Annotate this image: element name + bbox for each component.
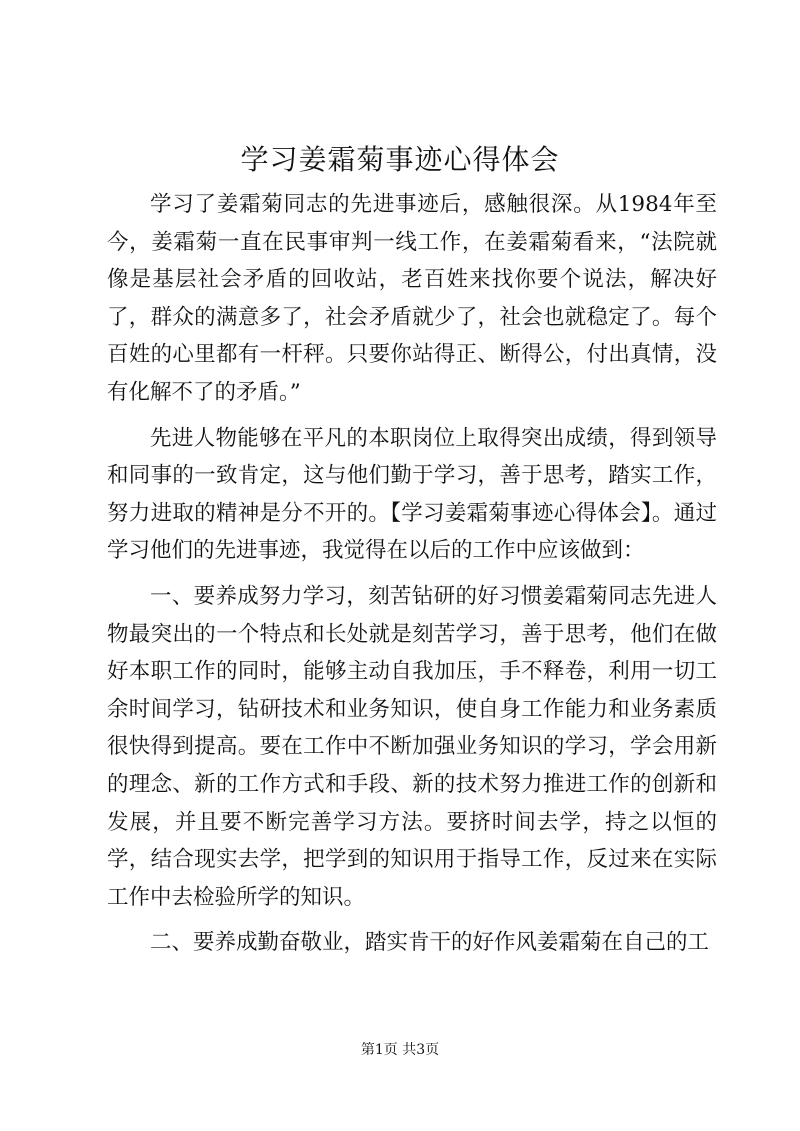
page-footer: 第1页 共3页 [360, 1042, 440, 1058]
document-body [107, 186, 717, 970]
paragraph-1: 学习了姜霜菊同志的先进事迹后，感触很深。从1984年至今，姜霜菊一直在民事审判一线工作，在姜霜菊看来，“法院就像是基层社会矛盾的回收站，老百姓来找你要个说法，解决好了，群众的满意多了，社会矛盾就少了，社会也就稳定了。每个百姓的心里都有一杆秤。只要你站得正、断得公，付出真情，没有化解不了的矛盾。” [107, 192, 717, 405]
paragraph-2: 先进人物能够在平凡的本职岗位上取得突出成绩，得到领导和同事的一致肯定，这与他们勤于学习，善于思考，踏实工作，努力进取的精神是分不开的。【学习姜霜菊事迹心得体会】。通过学习他们的先进事迹，我觉得在以后的工作中应该做到： [107, 425, 717, 564]
paragraph-3: 一、要养成努力学习，刻苦钻研的好习惯姜霜菊同志先进人物最突出的一个特点和长处就是刻苦学习，善于思考，他们在做好本职工作的同时，能够主动自我加压，手不释卷，利用一切工余时间学习，钻研技术和业务知识，使自身工作能力和业务素质很快得到提高。要在工作中不断加强业务知识的学习，学会用新的理念、新的工作方式和手段、新的技术努力推进工作的创新和发展，并且要不断完善学习方法。要挤时间去学，持之以恒的学，结合现实去学，把学到的知识用于指导工作，反过来在实际工作中去检验所学的知识。 [107, 583, 717, 910]
paragraph-4: 二、要养成勤奋敬业，踏实肯干的好作风姜霜菊在自己的工 [150, 930, 710, 956]
document-title: 学习姜霜菊事迹心得体会 [240, 143, 560, 176]
